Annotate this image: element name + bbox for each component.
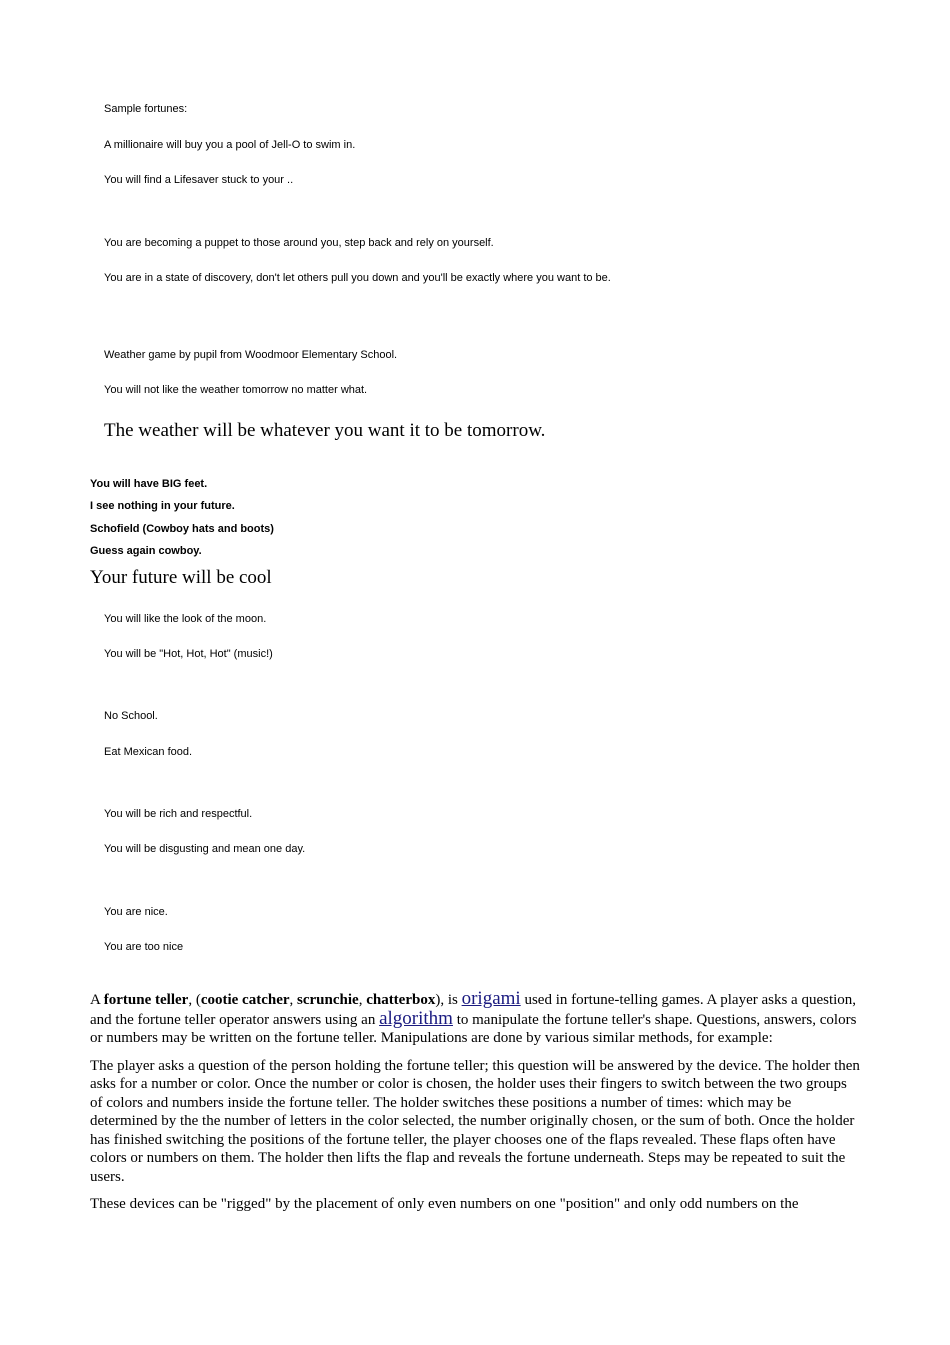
fortune-line: You will find a Lifesaver stuck to your .. bbox=[104, 174, 294, 186]
fortune-line: You will be "Hot, Hot, Hot" (music!) bbox=[104, 648, 273, 660]
fortune-line: A millionaire will buy you a pool of Jell-O to swim in. bbox=[104, 139, 356, 151]
fortune-large-line: Your future will be cool bbox=[90, 567, 272, 588]
fortune-bold-line: Schofield (Cowboy hats and boots) bbox=[90, 523, 274, 535]
fortune-bold-line: You will have BIG feet. bbox=[90, 478, 208, 490]
fortunes-heading: Sample fortunes: bbox=[104, 103, 188, 115]
fortune-large-line: The weather will be whatever you want it to be tomorrow. bbox=[104, 420, 546, 441]
article-paragraph: These devices can be "rigged" by the placement of only even numbers on one "position" and only odd numbers on the bbox=[90, 1196, 799, 1212]
term-fortune-teller: fortune teller bbox=[103, 992, 189, 1008]
fortune-line: You are becoming a puppet to those around you, step back and rely on yourself. bbox=[104, 237, 494, 249]
term-cootie-catcher: cootie catcher bbox=[200, 992, 290, 1008]
fortune-line: No School. bbox=[104, 710, 158, 722]
fortune-line: You will not like the weather tomorrow no matter what. bbox=[104, 384, 368, 396]
article-paragraph: A fortune teller, (cootie catcher, scrunchie, chatterbox), is origami used in fortune-telling games. A player asks a question, and the fortune teller operator answers using an algorithm to manipulate the fortune teller's shape. Questions, answers, colors or numbers may be written on the fortune teller. Manipulations are done by various similar methods, for example: bbox=[90, 988, 857, 1046]
term-scrunchie: scrunchie bbox=[297, 992, 359, 1008]
fortune-line: You are in a state of discovery, don't let others pull you down and you'll be exactly where you want to be. bbox=[104, 272, 611, 284]
algorithm-link[interactable]: algorithm bbox=[379, 1007, 453, 1029]
fortune-line: You are too nice bbox=[104, 941, 184, 953]
origami-link[interactable]: origami bbox=[461, 988, 521, 1009]
fortune-bold-line: I see nothing in your future. bbox=[90, 500, 235, 512]
article-paragraph: The player asks a question of the person holding the fortune teller; this question will be answered by the device. The holder then asks for a number or color. Once the number or color is chosen, the holder uses their fingers to switch between the two groups of colors and numbers inside the fortune teller. The holder switches these positions a number of times: which may be determined by the the number of letters in the color selected, the number originally chosen, or the sum of both. Once the holder has finished switching the positions of the fortune teller, the player chooses one of the flaps revealed. These flaps often have colors or numbers on them. The holder then lifts the flap and reveals the fortune underneath. Steps may be repeated to suit the users. bbox=[90, 1057, 860, 1185]
fortune-line: You will be rich and respectful. bbox=[104, 808, 253, 820]
fortune-line: You are nice. bbox=[104, 906, 168, 918]
fortune-bold-line: Guess again cowboy. bbox=[90, 545, 202, 557]
fortune-line: Eat Mexican food. bbox=[104, 746, 193, 758]
fortune-line: You will like the look of the moon. bbox=[104, 613, 267, 625]
term-chatterbox: chatterbox bbox=[366, 992, 436, 1008]
article-body bbox=[90, 990, 862, 1223]
fortune-line: You will be disgusting and mean one day. bbox=[104, 843, 306, 855]
weather-credit: Weather game by pupil from Woodmoor Elementary School. bbox=[104, 349, 398, 361]
